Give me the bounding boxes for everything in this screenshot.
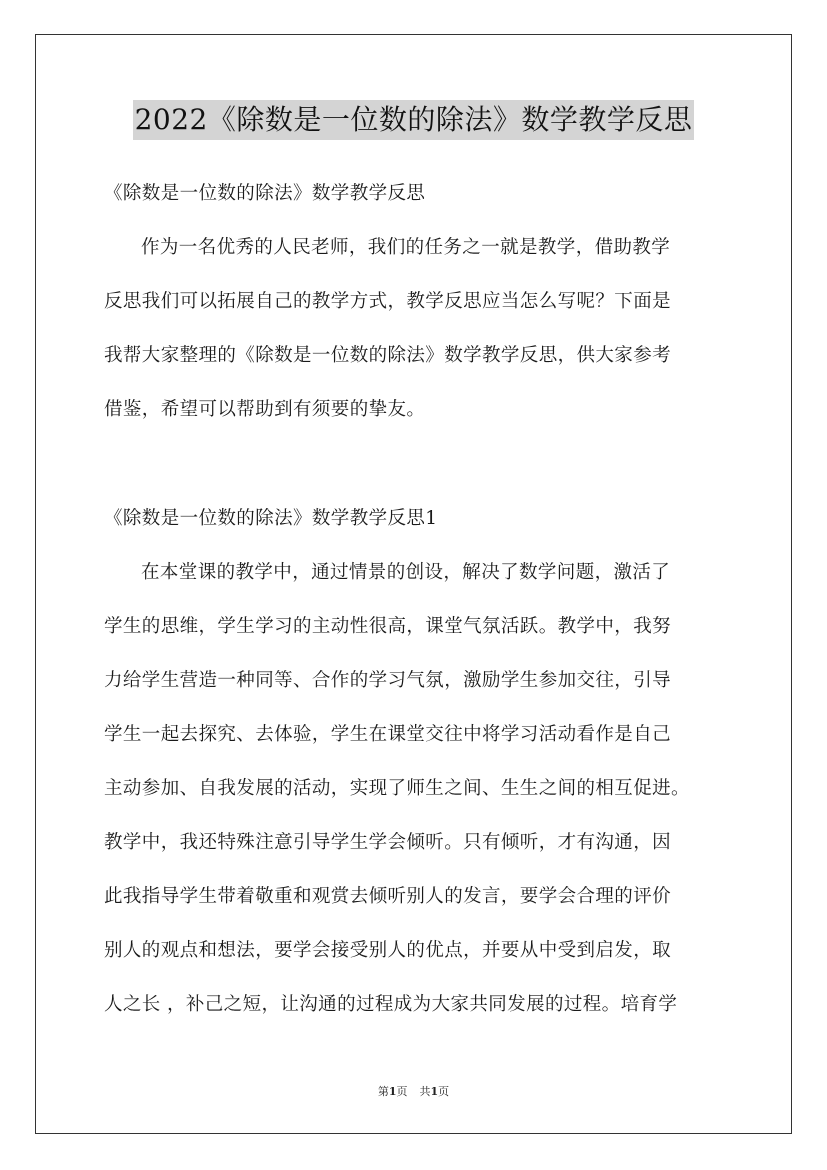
section-line-5: 主动参加、自我发展的活动，实现了师生之间、生生之间的相互促进。 <box>104 778 690 799</box>
intro-line-4: 借鉴，希望可以帮助到有须要的挚友。 <box>104 399 426 420</box>
section-line-9: 人之长 ，补己之短，让沟通的过程成为大家共同发展的过程。培育学 <box>104 994 678 1015</box>
total-suffix: 页 <box>438 1085 450 1098</box>
section-line-7: 此我指导学生带着敬重和观赏去倾听别人的发言，要学会合理的评价 <box>104 886 672 907</box>
section-heading: 《除数是一位数的除法》数学教学反思1 <box>104 508 438 529</box>
page-footer <box>0 1084 827 1100</box>
page-suffix: 页 <box>396 1085 408 1098</box>
section-line-2: 学生的思维，学生学习的主动性很高，课堂气氛活跃。教学中，我努 <box>104 616 672 637</box>
section-line-6: 教学中，我还特殊注意引导学生学会倾听。只有倾听，才有沟通，因 <box>104 832 672 853</box>
page-prefix: 第 <box>377 1085 389 1098</box>
intro-line-1: 作为一名优秀的人民老师，我们的任务之一就是教学，借助教学 <box>141 237 671 258</box>
title-container <box>0 100 827 140</box>
section-line-4: 学生一起去探究、去体验，学生在课堂交往中将学习活动看作是自己 <box>104 724 672 745</box>
document-title: 2022《除数是一位数的除法》数学教学反思 <box>133 100 695 140</box>
intro-line-3: 我帮大家整理的《除数是一位数的除法》数学教学反思，供大家参考 <box>104 345 672 366</box>
page-total: 1 <box>430 1085 439 1098</box>
section-line-3: 力给学生营造一种同等、合作的学习气氛，激励学生参加交往，引导 <box>104 670 672 691</box>
total-prefix: 共 <box>419 1085 431 1098</box>
section-line-8: 别人的观点和想法，要学会接受别人的优点，并要从中受到启发，取 <box>104 940 672 961</box>
page-current: 1 <box>388 1085 397 1098</box>
subtitle: 《除数是一位数的除法》数学教学反思 <box>104 183 426 204</box>
intro-line-2: 反思我们可以拓展自己的教学方式，教学反思应当怎么写呢？下面是 <box>104 291 672 312</box>
section-line-1: 在本堂课的教学中，通过情景的创设，解决了数学问题，激活了 <box>141 562 671 583</box>
